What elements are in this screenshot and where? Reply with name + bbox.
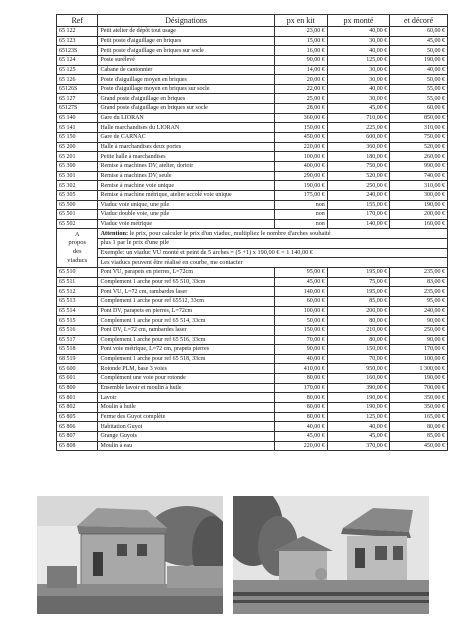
cell-assembled-price: 600,00 € — [327, 133, 389, 143]
table-row — [57, 402, 448, 412]
cell-ref: 65 515 — [57, 316, 98, 326]
cell-decorated-price: 260,00 € — [390, 152, 448, 162]
notes-label-line: A — [74, 230, 80, 238]
cell-designation: Viaduc double voie, une pile — [98, 210, 274, 220]
cell-ref: 65 808 — [57, 441, 98, 451]
cell-kit-price: 20,00 € — [274, 75, 327, 85]
cell-decorated-price: 700,00 € — [390, 383, 448, 393]
cell-ref: 65 800 — [57, 383, 98, 393]
cell-ref: 65 501 — [57, 210, 98, 220]
cell-assembled-price: 190,00 € — [327, 402, 389, 412]
cell-designation: Viaduc voie métrique — [98, 219, 274, 229]
note-attention: Attention: — [100, 229, 129, 237]
table-row — [57, 296, 448, 306]
cell-decorated-price: 200,00 € — [390, 210, 448, 220]
cell-kit-price: 290,00 € — [274, 171, 327, 181]
cell-designation: Complement 1 arche pour ref 65 518, 33cm — [98, 354, 274, 364]
table-row — [57, 84, 448, 94]
cell-kit-price: non — [274, 219, 327, 229]
cell-ref: 65 141 — [57, 123, 98, 133]
table-row — [57, 46, 448, 56]
cell-decorated-price: 190,00 € — [390, 55, 448, 65]
table-row — [57, 36, 448, 46]
cell-designation: Moulin à eau — [98, 441, 274, 451]
cell-ref: 65 126 — [57, 75, 98, 85]
cell-kit-price: 80,00 € — [274, 393, 327, 403]
table-row — [57, 383, 448, 393]
notes-label-line: propos — [68, 239, 87, 247]
cell-kit-price: 40,00 € — [274, 422, 327, 432]
cell-decorated-price: 310,00 € — [390, 181, 448, 191]
cell-decorated-price: 50,00 € — [390, 46, 448, 56]
cell-kit-price: 14,00 € — [274, 65, 327, 75]
table-row — [57, 75, 448, 85]
table-row — [57, 354, 448, 364]
cell-decorated-price: 170,00 € — [390, 345, 448, 355]
cell-assembled-price: 370,00 € — [327, 441, 389, 451]
cell-kit-price: 450,00 € — [274, 133, 327, 143]
cell-assembled-price: 160,00 € — [327, 374, 389, 384]
cell-designation: Complement 1 arche pour ref 65 514, 33cm — [98, 316, 274, 326]
cell-decorated-price: 83,00 € — [390, 277, 448, 287]
cell-kit-price: 190,00 € — [274, 181, 327, 191]
cell-designation: Pont VU, L=72 cm, rambardes laser — [98, 287, 274, 297]
cell-designation: Pont voie métrique, L=72 cm, prapets pierres — [98, 345, 274, 355]
cell-decorated-price: 60,00 € — [390, 27, 448, 37]
header-kit-price: px en kit — [274, 15, 327, 27]
cell-decorated-price: 100,00 € — [390, 354, 448, 364]
table-row — [57, 27, 448, 37]
cell-decorated-price: 40,00 € — [390, 65, 448, 75]
cell-decorated-price: 50,00 € — [390, 75, 448, 85]
price-table — [56, 14, 448, 451]
table-body-bridges — [57, 268, 448, 451]
table-row — [57, 113, 448, 123]
cell-kit-price: 80,00 € — [274, 412, 327, 422]
cell-decorated-price: 95,00 € — [390, 296, 448, 306]
header-decorated-price: et décoré — [390, 15, 448, 27]
cell-ref: 65 201 — [57, 152, 98, 162]
cell-assembled-price: 195,00 € — [327, 287, 389, 297]
cell-kit-price: 400,00 € — [274, 161, 327, 171]
cell-designation: Moulin à huile — [98, 402, 274, 412]
note-line-3: Exemple: un viaduc VU monté et peint de 5 arches = (5 +1) x 190,00 € = 1 140,00 € — [98, 248, 448, 258]
cell-decorated-price: 235,00 € — [390, 287, 448, 297]
cell-decorated-price: 190,00 € — [390, 374, 448, 384]
cell-decorated-price: 45,00 € — [390, 36, 448, 46]
cell-assembled-price: 710,00 € — [327, 113, 389, 123]
cell-designation: Gare de CARNAC — [98, 133, 274, 143]
cell-ref: 65 150 — [57, 133, 98, 143]
cell-decorated-price: 240,00 € — [390, 306, 448, 316]
cell-ref: 65 125 — [57, 65, 98, 75]
cell-ref: 65 518 — [57, 345, 98, 355]
table-row — [57, 441, 448, 451]
cell-kit-price: 22,00 € — [274, 84, 327, 94]
cell-kit-price: 360,00 € — [274, 113, 327, 123]
cell-designation: Petit poste d'aiguillage en briques sur socle — [98, 46, 274, 56]
cell-assembled-price: 40,00 € — [327, 27, 389, 37]
table-row — [57, 431, 448, 441]
cell-kit-price: 150,00 € — [274, 123, 327, 133]
cell-assembled-price: 30,00 € — [327, 65, 389, 75]
cell-ref: 65 514 — [57, 306, 98, 316]
note-line-4: Les viaducs peuvent être réalisé en courbe, me contacter — [98, 258, 448, 268]
cell-decorated-price: 850,00 € — [390, 113, 448, 123]
table-row — [57, 210, 448, 220]
photo-station-shelter — [233, 496, 429, 614]
table-body-buildings — [57, 27, 448, 229]
cell-kit-price: 25,00 € — [274, 94, 327, 104]
table-row — [57, 364, 448, 374]
cell-decorated-price: 310,00 € — [390, 123, 448, 133]
cell-designation: Remise à machine voie unique — [98, 181, 274, 191]
cell-decorated-price: 90,00 € — [390, 335, 448, 345]
table-row — [57, 422, 448, 432]
cell-assembled-price: 750,00 € — [327, 161, 389, 171]
cell-decorated-price: 350,00 € — [390, 402, 448, 412]
cell-designation: Complément une voie pour rotonde — [98, 374, 274, 384]
table-row — [57, 200, 448, 210]
cell-kit-price: 28,00 € — [274, 104, 327, 114]
cell-assembled-price: 30,00 € — [327, 94, 389, 104]
cell-decorated-price: 520,00 € — [390, 142, 448, 152]
cell-ref: 65 123 — [57, 36, 98, 46]
cell-assembled-price: 155,00 € — [327, 200, 389, 210]
cell-ref: 65 802 — [57, 402, 98, 412]
cell-designation: Petit atelier de dépôt tout usage — [98, 27, 274, 37]
table-row — [57, 171, 448, 181]
cell-designation: Complement 1 arche pour ref 65 516, 33cm — [98, 335, 274, 345]
cell-decorated-price: 165,00 € — [390, 412, 448, 422]
cell-designation: Remise à machine métrique, atelier accolé voie unique — [98, 190, 274, 200]
cell-assembled-price: 210,00 € — [327, 325, 389, 335]
cell-decorated-price: 1 300,00 € — [390, 364, 448, 374]
cell-kit-price: 60,00 € — [274, 296, 327, 306]
table-row — [57, 123, 448, 133]
table-row — [57, 94, 448, 104]
table-row — [57, 412, 448, 422]
table-row — [57, 325, 448, 335]
cell-ref: 65 806 — [57, 422, 98, 432]
cell-decorated-price: 55,00 € — [390, 94, 448, 104]
table-row — [57, 393, 448, 403]
cell-assembled-price: 390,00 € — [327, 383, 389, 393]
cell-designation: Viaduc voie unique, une pile — [98, 200, 274, 210]
cell-decorated-price: 60,00 € — [390, 104, 448, 114]
cell-assembled-price: 70,00 € — [327, 354, 389, 364]
cell-kit-price: 100,00 € — [274, 306, 327, 316]
cell-kit-price: 175,00 € — [274, 190, 327, 200]
cell-designation: Habitation Guyot — [98, 422, 274, 432]
cell-decorated-price: 160,00 € — [390, 219, 448, 229]
cell-designation: Halle à marchandises deux portes — [98, 142, 274, 152]
cell-assembled-price: 40,00 € — [327, 422, 389, 432]
cell-ref: 65123S — [57, 46, 98, 56]
cell-kit-price: 45,00 € — [274, 277, 327, 287]
cell-ref: 65127S — [57, 104, 98, 114]
cell-designation: Cabane de cantonnier — [98, 65, 274, 75]
cell-designation: Complement 1 arche pour ref 65 510, 33cm — [98, 277, 274, 287]
cell-kit-price: 170,00 € — [274, 383, 327, 393]
station-shelter-image — [233, 496, 429, 614]
cell-designation: Remise à machines DV, seule — [98, 171, 274, 181]
cell-assembled-price: 40,00 € — [327, 84, 389, 94]
header-assembled-price: px monté — [327, 15, 389, 27]
cell-assembled-price: 30,00 € — [327, 75, 389, 85]
cell-ref: 65 124 — [57, 55, 98, 65]
cell-assembled-price: 80,00 € — [327, 316, 389, 326]
stone-house-image — [37, 496, 223, 614]
cell-ref: 65 305 — [57, 190, 98, 200]
table-row — [57, 133, 448, 143]
cell-decorated-price: 750,00 € — [390, 133, 448, 143]
table-row — [57, 65, 448, 75]
cell-ref: 65 302 — [57, 181, 98, 191]
table-row — [57, 219, 448, 229]
table-row — [57, 277, 448, 287]
cell-ref: 65 513 — [57, 296, 98, 306]
photo-stone-house — [37, 496, 223, 614]
header-designation: Désignations — [98, 15, 274, 27]
cell-designation: Grange Guyots — [98, 431, 274, 441]
cell-kit-price: 220,00 € — [274, 142, 327, 152]
cell-designation: Rotonde PLM, base 3 voies — [98, 364, 274, 374]
table-row — [57, 268, 448, 278]
table-row — [57, 306, 448, 316]
note-line-1 — [98, 229, 448, 239]
note-text: le prix, pour calculer le prix d'un viaduc, multipliez le nombre d'arches souhaité — [129, 229, 331, 237]
cell-assembled-price: 80,00 € — [327, 335, 389, 345]
table-row — [57, 345, 448, 355]
cell-designation: Grand poste d'aiguillage en briques — [98, 94, 274, 104]
cell-decorated-price: 250,00 € — [390, 325, 448, 335]
table-row — [57, 335, 448, 345]
cell-designation: Petit poste d'aiguillage en briques — [98, 36, 274, 46]
cell-kit-price: 16,00 € — [274, 46, 327, 56]
header-ref: Ref — [57, 15, 98, 27]
cell-decorated-price: 350,00 € — [390, 393, 448, 403]
cell-decorated-price: 90,00 € — [390, 316, 448, 326]
table-row — [57, 104, 448, 114]
cell-assembled-price: 45,00 € — [327, 104, 389, 114]
cell-ref: 65 517 — [57, 335, 98, 345]
cell-kit-price: non — [274, 200, 327, 210]
cell-designation: Poste d'aiguillage moyen en briques sur socle — [98, 84, 274, 94]
cell-ref: 65 600 — [57, 364, 98, 374]
table-row — [57, 181, 448, 191]
cell-assembled-price: 85,00 € — [327, 296, 389, 306]
cell-ref: 68 519 — [57, 354, 98, 364]
cell-assembled-price: 190,00 € — [327, 393, 389, 403]
cell-decorated-price: 990,00 € — [390, 161, 448, 171]
cell-assembled-price: 200,00 € — [327, 306, 389, 316]
cell-decorated-price: 80,00 € — [390, 422, 448, 432]
cell-kit-price: 40,00 € — [274, 354, 327, 364]
cell-assembled-price: 520,00 € — [327, 171, 389, 181]
cell-designation: Lavoir — [98, 393, 274, 403]
cell-ref: 65 300 — [57, 161, 98, 171]
cell-kit-price: 50,00 € — [274, 316, 327, 326]
cell-assembled-price: 225,00 € — [327, 123, 389, 133]
cell-designation: Remise à machines DV, atelier, dortoir — [98, 161, 274, 171]
cell-decorated-price: 235,00 € — [390, 268, 448, 278]
cell-ref: 65 516 — [57, 325, 98, 335]
cell-kit-price: 45,00 € — [274, 431, 327, 441]
cell-assembled-price: 40,00 € — [327, 46, 389, 56]
cell-designation: Pont DV, parapets en pierres, L=72cm — [98, 306, 274, 316]
cell-ref: 65 301 — [57, 171, 98, 181]
cell-designation: Poste d'aiguillage moyen en briques — [98, 75, 274, 85]
cell-kit-price: non — [274, 210, 327, 220]
cell-kit-price: 70,00 € — [274, 335, 327, 345]
cell-assembled-price: 45,00 € — [327, 431, 389, 441]
cell-designation: Ensemble lavoir et moulin à huile — [98, 383, 274, 393]
cell-assembled-price: 125,00 € — [327, 55, 389, 65]
notes-label-line: viaducs — [67, 257, 88, 264]
cell-kit-price: 410,00 € — [274, 364, 327, 374]
cell-ref: 65 511 — [57, 277, 98, 287]
cell-decorated-price: 740,00 € — [390, 171, 448, 181]
cell-kit-price: 80,00 € — [274, 402, 327, 412]
header-row — [57, 15, 448, 27]
cell-ref: 65 500 — [57, 200, 98, 210]
cell-kit-price: 90,00 € — [274, 345, 327, 355]
notes-label — [57, 229, 98, 268]
cell-kit-price: 220,00 € — [274, 441, 327, 451]
cell-ref: 65126S — [57, 84, 98, 94]
cell-kit-price: 140,00 € — [274, 287, 327, 297]
cell-kit-price: 15,00 € — [274, 36, 327, 46]
cell-kit-price: 23,00 € — [274, 27, 327, 37]
cell-designation: Pont VU, parapets en pierres, L=72cm — [98, 268, 274, 278]
cell-assembled-price: 125,00 € — [327, 412, 389, 422]
table-row — [57, 190, 448, 200]
table-row — [57, 316, 448, 326]
cell-designation: Complement 1 arche pour ref 65512, 33cm — [98, 296, 274, 306]
cell-designation: Gare du LIORAN — [98, 113, 274, 123]
cell-assembled-price: 30,00 € — [327, 36, 389, 46]
cell-ref: 65 805 — [57, 412, 98, 422]
table-row — [57, 161, 448, 171]
cell-kit-price: 95,00 € — [274, 268, 327, 278]
table-row — [57, 374, 448, 384]
table-row — [57, 287, 448, 297]
cell-designation: Halle marchandises du LIORAN — [98, 123, 274, 133]
notes-label-line: des — [72, 248, 82, 256]
cell-kit-price: 100,00 € — [274, 152, 327, 162]
cell-decorated-price: 190,00 € — [390, 200, 448, 210]
table-row — [57, 142, 448, 152]
cell-ref: 65 127 — [57, 94, 98, 104]
viaduct-notes — [57, 229, 448, 268]
cell-ref: 65 502 — [57, 219, 98, 229]
cell-ref: 65 807 — [57, 431, 98, 441]
cell-decorated-price: 300,00 € — [390, 190, 448, 200]
note-line-2: plus 1 par le prix d'une pile — [98, 239, 448, 249]
cell-assembled-price: 140,00 € — [327, 219, 389, 229]
cell-ref: 65 510 — [57, 268, 98, 278]
table-row — [57, 152, 448, 162]
cell-assembled-price: 240,00 € — [327, 190, 389, 200]
cell-assembled-price: 170,00 € — [327, 210, 389, 220]
table-row — [57, 55, 448, 65]
cell-ref: 65 140 — [57, 113, 98, 123]
cell-decorated-price: 85,00 € — [390, 431, 448, 441]
cell-designation: Petite halle à marchandises — [98, 152, 274, 162]
cell-decorated-price: 55,00 € — [390, 84, 448, 94]
cell-ref: 65 512 — [57, 287, 98, 297]
cell-assembled-price: 180,00 € — [327, 152, 389, 162]
cell-assembled-price: 360,00 € — [327, 142, 389, 152]
cell-kit-price: 90,00 € — [274, 55, 327, 65]
cell-ref: 65 801 — [57, 393, 98, 403]
cell-kit-price: 80,00 € — [274, 374, 327, 384]
cell-designation: Poste surélevé — [98, 55, 274, 65]
cell-assembled-price: 150,00 € — [327, 345, 389, 355]
product-photos — [0, 496, 454, 636]
cell-assembled-price: 195,00 € — [327, 268, 389, 278]
cell-decorated-price: 450,00 € — [390, 441, 448, 451]
cell-designation: Ferme des Guyot complète — [98, 412, 274, 422]
cell-kit-price: 150,00 € — [274, 325, 327, 335]
cell-assembled-price: 75,00 € — [327, 277, 389, 287]
cell-designation: Pont DV, L=72 cm, rambardes laser — [98, 325, 274, 335]
cell-assembled-price: 250,00 € — [327, 181, 389, 191]
cell-assembled-price: 950,00 € — [327, 364, 389, 374]
cell-designation: Grand poste d'aiguillage en briques sur socle — [98, 104, 274, 114]
cell-ref: 65 601 — [57, 374, 98, 384]
cell-ref: 65 122 — [57, 27, 98, 37]
cell-ref: 65 200 — [57, 142, 98, 152]
